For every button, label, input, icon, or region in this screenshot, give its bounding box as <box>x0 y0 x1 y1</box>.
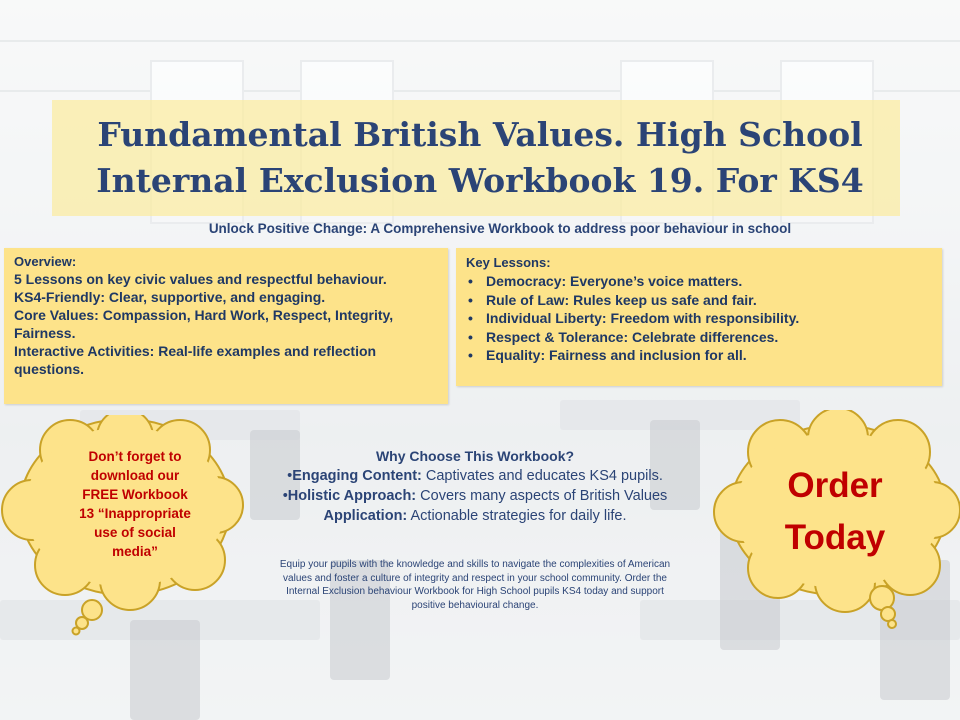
overview-line: 5 Lessons on key civic values and respectful behaviour. <box>14 271 387 287</box>
cta-line: Order <box>787 466 883 505</box>
overview-line: KS4-Friendly: Clear, supportive, and engaging. <box>14 289 326 305</box>
subtitle: Unlock Positive Change: A Comprehensive Workbook to address poor behaviour in school <box>208 221 792 236</box>
cloud-line: use of social <box>94 525 176 540</box>
overview-box <box>4 248 448 404</box>
why-heading: Why Choose This Workbook? <box>375 448 575 464</box>
why-row-label: Application: <box>323 508 408 524</box>
why-row-text: Covers many aspects of British Values <box>416 488 668 504</box>
cloud-line: FREE Workbook <box>82 487 188 502</box>
equip-paragraph: Equip your pupils with the knowledge and skills to navigate the complexities of American values and foster a culture of integrity and respect in your school community. Order the Internal Exclusion behaviour Workbook for High School pupils KS4 today and support positive behavioural change. <box>279 559 671 611</box>
cloud-line: media” <box>112 544 158 559</box>
why-row-text: Captivates and educates KS4 pupils. <box>421 468 663 484</box>
cta-line: Today <box>784 518 886 557</box>
why-row-text: Actionable strategies for daily life. <box>407 508 627 524</box>
key-lessons-box <box>456 248 942 386</box>
why-row <box>240 486 710 506</box>
title-line-2: Internal Exclusion Workbook 19. For KS4 <box>96 161 864 200</box>
overview-line: Interactive Activities: Real-life examples and reflection questions. <box>14 343 377 377</box>
list-item: • Democracy: Everyone’s voice matters. <box>466 272 932 291</box>
bullet: • <box>287 468 293 484</box>
list-item: • Individual Liberty: Freedom with responsibility. <box>466 309 932 328</box>
overview-heading: Overview: <box>14 254 77 269</box>
cloud-line: Don’t forget to <box>88 449 182 464</box>
cloud-line: 13 “Inappropriate <box>79 506 191 521</box>
left-cloud-text[interactable] <box>40 447 230 561</box>
page-title <box>60 112 900 204</box>
list-item: • Respect & Tolerance: Celebrate differences. <box>466 328 932 347</box>
why-row <box>240 466 710 486</box>
why-section <box>240 448 710 526</box>
overview-line: Core Values: Compassion, Hard Work, Respect, Integrity, Fairness. <box>14 307 394 341</box>
why-row-label: Engaging Content: <box>292 468 422 484</box>
key-lessons-list <box>466 272 932 365</box>
key-lessons-heading: Key Lessons: <box>466 255 551 270</box>
title-line-1: Fundamental British Values. High School <box>97 115 863 154</box>
list-item: • Rule of Law: Rules keep us safe and fair. <box>466 291 932 310</box>
why-row-label: Holistic Approach: <box>287 488 417 504</box>
list-item: • Equality: Fairness and inclusion for all. <box>466 346 932 365</box>
bullet: • <box>282 488 288 504</box>
order-today-cta[interactable] <box>735 460 935 564</box>
cloud-line: download our <box>90 468 180 483</box>
why-row <box>240 506 710 526</box>
